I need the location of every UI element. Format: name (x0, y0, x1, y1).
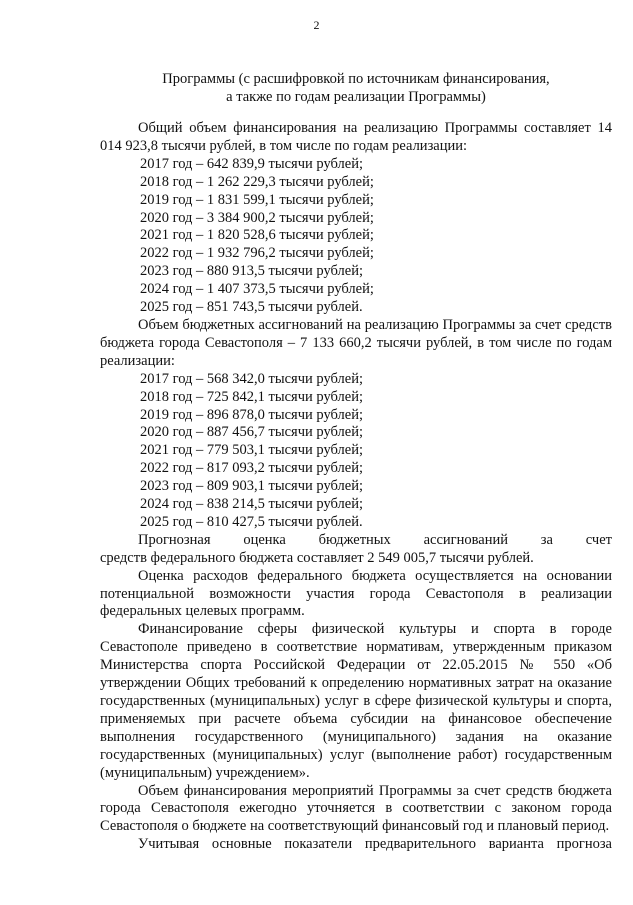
list-item: 2017 год – 568 342,0 тысячи рублей; (140, 370, 364, 387)
heading-line-1: Программы (с расшифровкой по источникам финансирования, (162, 71, 550, 87)
list-item: 2022 год – 1 932 796,2 тысячи рублей; (140, 245, 374, 262)
document-body (100, 120, 612, 854)
list-item: 2025 год – 851 743,5 тысячи рублей. (140, 299, 363, 316)
total-financing-years (100, 156, 612, 317)
federal-expenses-paragraph: Оценка расходов федерального бюджета осуществляется на основании потенциальной возможности участия города Севастополя в реализации федеральных целевых программ. (100, 567, 612, 620)
list-item: 2019 год – 896 878,0 тысячи рублей; (140, 406, 364, 423)
page-number: 2 (313, 18, 320, 32)
city-budget-years (100, 371, 612, 532)
list-item: 2018 год – 1 262 229,3 тысячи рублей; (140, 173, 374, 190)
total-financing-paragraph: Общий объем финансирования на реализацию Программы составляет 14 014 923,8 тысячи рублей, в том числе по годам реализации: (100, 120, 612, 154)
list-item: 2021 год – 1 820 528,6 тысячи рублей; (140, 227, 374, 244)
list-item: 2025 год – 810 427,5 тысячи рублей. (140, 513, 363, 530)
section-heading (100, 70, 612, 106)
list-item: 2023 год – 809 903,1 тысячи рублей; (140, 478, 364, 495)
list-item: 2024 год – 1 407 373,5 тысячи рублей; (140, 281, 374, 298)
list-item: 2024 год – 838 214,5 тысячи рублей; (140, 496, 364, 513)
list-item: 2021 год – 779 503,1 тысячи рублей; (140, 442, 364, 459)
list-item: 2019 год – 1 831 599,1 тысячи рублей; (140, 191, 374, 208)
heading-line-2: а также по годам реализации Программы) (226, 89, 486, 105)
list-item: 2020 год – 3 384 900,2 тысячи рублей; (140, 209, 374, 226)
federal-estimate-line-2: средств федерального бюджета составляет 2 549 005,7 тысячи рублей. (100, 549, 534, 566)
annual-clarification-paragraph: Объем финансирования мероприятий Программы за счет средств бюджета города Севастополя ежегодно уточняется в соответствии с законом города Севастополя о бюджете на соответствующий финансовый год и плановый период. (100, 782, 612, 835)
list-item: 2017 год – 642 839,9 тысячи рублей; (140, 155, 364, 172)
list-item: 2020 год – 887 456,7 тысячи рублей; (140, 424, 364, 441)
list-item: 2022 год – 817 093,2 тысячи рублей; (140, 460, 364, 477)
federal-estimate-line-1: Прогнозная оценка бюджетных ассигнований за счет (138, 531, 612, 548)
forecast-paragraph: Учитывая основные показатели предварительного варианта прогноза (138, 836, 612, 853)
sports-financing-paragraph: Финансирование сферы физической культуры и спорта в городе Севастополе приведено в соответствие нормативам, утвержденным приказом Министерства спорта Российской Федерации от 22.05.2015 № 550 «Об утверждении Общих требований к определению нормативных затрат на оказание государственных (муниципальных) услуг в сфере физической культуры и спорта, применяемых при расчете объема субсидии на финансовое обеспечение выполнения государственного (муниципального) задания на оказание государственных (муниципальных) услуг (выполнение работ) государственным (муниципальным) учреждением». (100, 621, 612, 781)
list-item: 2018 год – 725 842,1 тысячи рублей; (140, 388, 364, 405)
list-item: 2023 год – 880 913,5 тысячи рублей; (140, 263, 364, 280)
city-budget-paragraph: Объем бюджетных ассигнований на реализацию Программы за счет средств бюджета города Севастополя – 7 133 660,2 тысячи рублей, в том числе по годам реализации: (100, 316, 612, 369)
